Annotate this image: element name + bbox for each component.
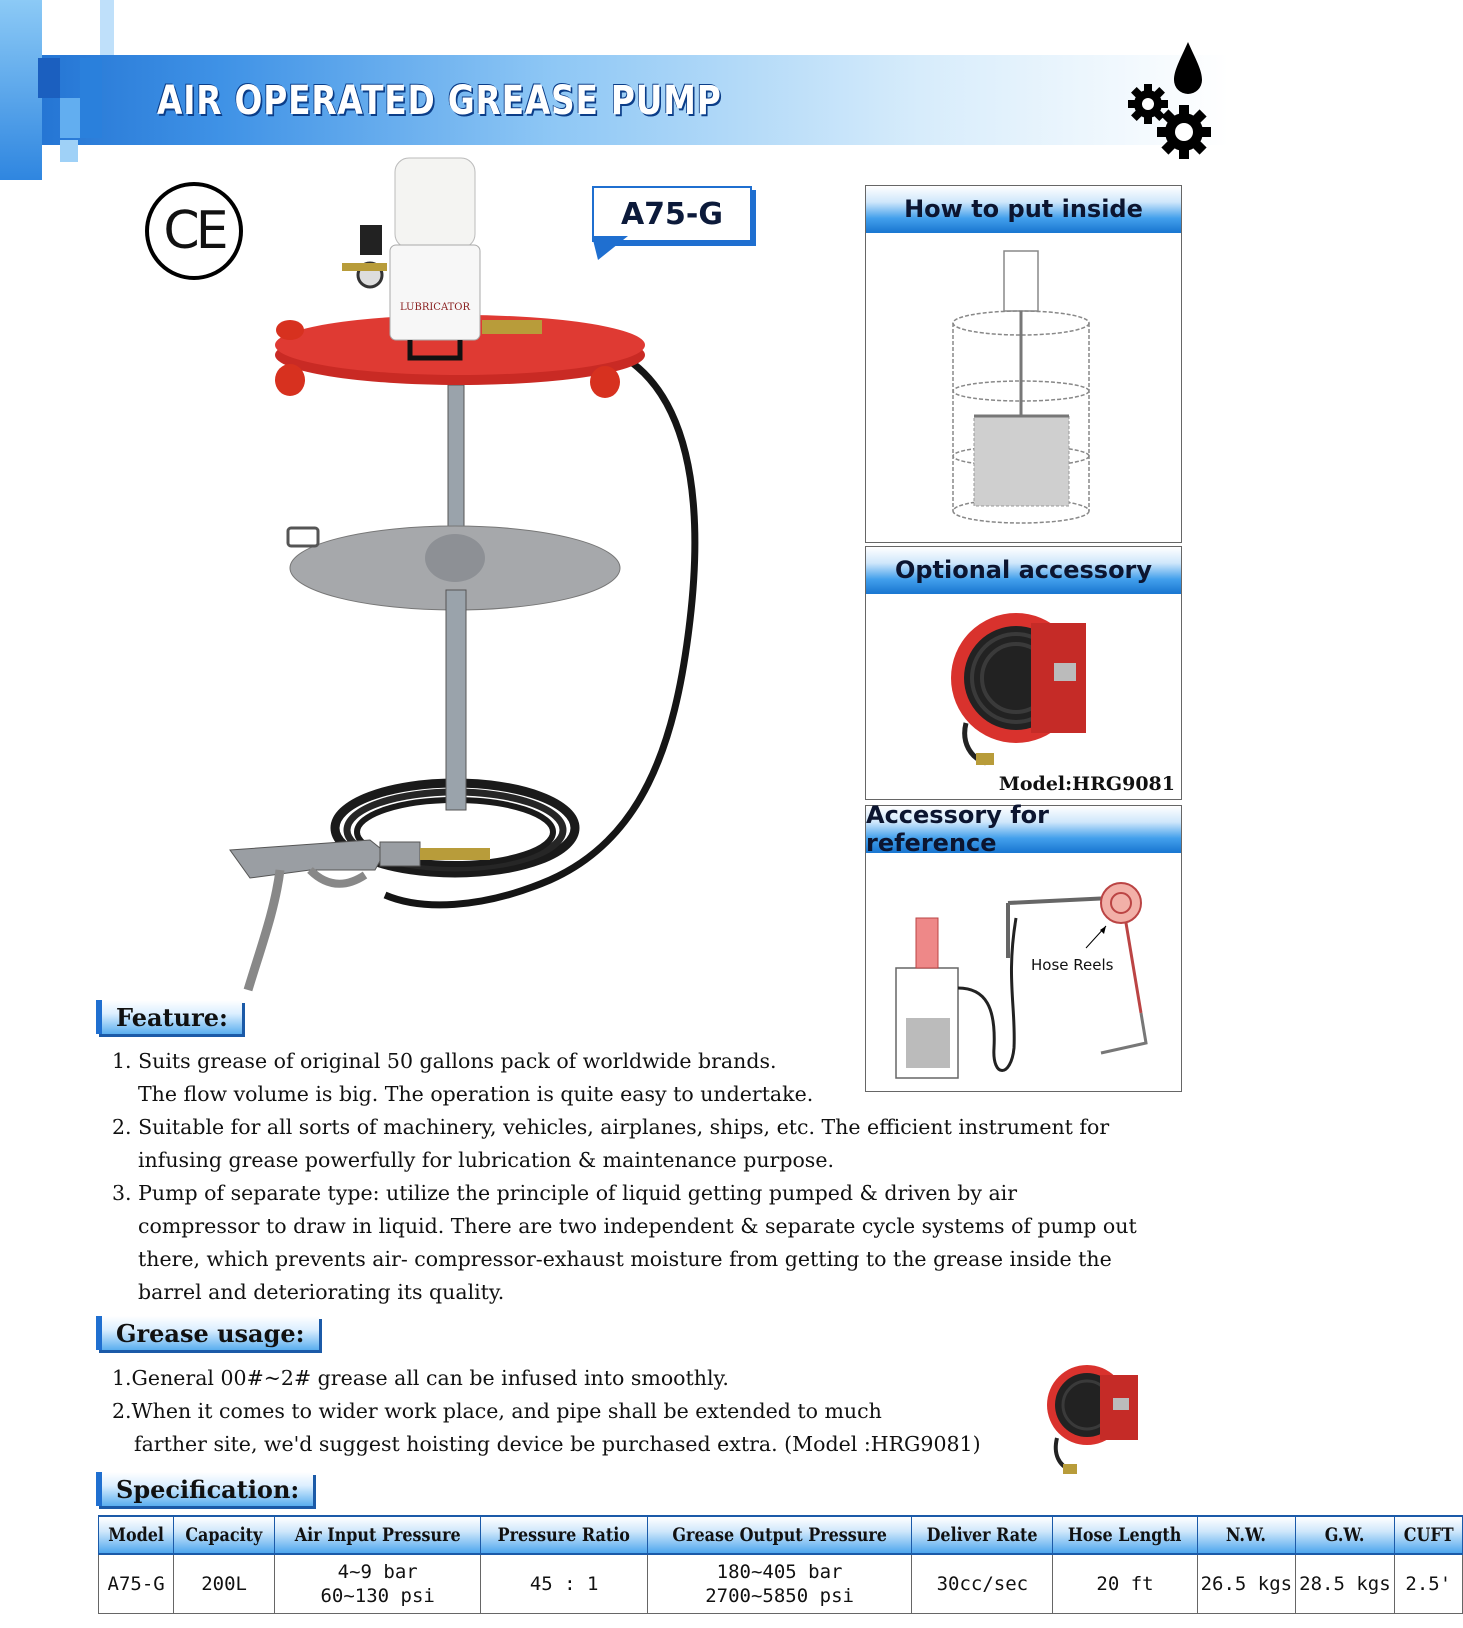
feature-line: there, which prevents air- compressor-exhaust moisture from getting to the grease inside the [138,1247,1112,1271]
col-pressure-ratio: Pressure Ratio [481,1516,648,1554]
cell-nw: 26.5 kgs [1197,1554,1296,1614]
cell-gw: 28.5 kgs [1296,1554,1395,1614]
cell-deliver: 30cc/sec [912,1554,1053,1614]
col-gw: G.W. [1296,1516,1395,1554]
header-decor-square [60,98,80,138]
feature-line: 2. Suitable for all sorts of machinery, vehicles, airplanes, ships, etc. The efficient instrument for [112,1115,1110,1139]
header-decor-square [100,0,114,55]
spec-header-row [99,1516,1463,1554]
col-deliver-rate: Deliver Rate [912,1516,1053,1554]
cell-ratio: 45 : 1 [481,1554,648,1614]
cell-air-input-bar: 4~9 bar [337,1561,418,1583]
feature-line: 3. Pump of separate type: utilize the principle of liquid getting pumped & driven by air [112,1181,1018,1205]
header-decor-square [80,58,102,138]
grease-usage-heading: Grease usage: [96,1316,319,1350]
feature-line: infusing grease powerfully for lubrication & maintenance purpose. [138,1148,834,1172]
specification-table [98,1515,1463,1614]
cell-air-input [274,1554,480,1614]
model-caption: Model:HRG9081 [998,773,1175,795]
header-decor-square [0,0,42,180]
panel-title: How to put inside [866,186,1181,233]
hose-reels-callout: Hose Reels [1031,956,1114,974]
page-title: AIR OPERATED GREASE PUMP [157,78,722,124]
header-decor-square [60,140,78,162]
feature-line: The flow volume is big. The operation is quite easy to undertake. [138,1082,814,1106]
col-air-input-pressure: Air Input Pressure [274,1516,480,1554]
hose-reel-small-image [1045,1350,1155,1485]
panel-optional-accessory [865,546,1182,800]
specification-heading: Specification: [96,1472,313,1506]
col-cuft: CUFT [1394,1516,1462,1554]
oil-gears-icon [1120,40,1220,165]
panel-how-to-put-inside [865,185,1182,543]
feature-list [112,1045,1212,1309]
cell-hose: 20 ft [1053,1554,1197,1614]
col-nw: N.W. [1197,1516,1296,1554]
usage-line: farther site, we'd suggest hoisting device be purchased extra. (Model :HRG9081) [134,1432,981,1456]
cell-capacity: 200L [174,1554,275,1614]
svg-text:LUBRICATOR: LUBRICATOR [399,302,471,313]
feature-line: barrel and deteriorating its quality. [138,1280,505,1304]
drum-diagram [946,241,1096,536]
cell-air-input-psi: 60~130 psi [320,1585,435,1607]
grease-pump-illustration [220,150,720,1050]
header-decor-square [38,58,60,98]
table-row [99,1554,1463,1614]
col-hose-length: Hose Length [1053,1516,1197,1554]
cell-model: A75-G [99,1554,174,1614]
usage-line: 1.General 00#~2# grease all can be infused into smoothly. [112,1366,729,1390]
model-tag: A75-G [592,186,752,242]
panel-title: Optional accessory [866,547,1181,594]
feature-line: compressor to draw in liquid. There are two independent & separate cycle systems of pump out [138,1214,1137,1238]
feature-line: 1. Suits grease of original 50 gallons pack of worldwide brands. [112,1049,777,1073]
panel-title: Accessory for reference [866,806,1181,853]
grease-usage-list [112,1362,1062,1461]
col-capacity: Capacity [174,1516,275,1554]
cell-cuft: 2.5' [1394,1554,1462,1614]
cell-output-psi: 2700~5850 psi [705,1585,854,1607]
feature-heading: Feature: [96,1000,242,1034]
usage-line: 2.When it comes to wider work place, and pipe shall be extended to much [112,1399,882,1423]
ce-mark-text: CE [163,201,225,261]
col-grease-output-pressure: Grease Output Pressure [647,1516,911,1554]
cell-output-bar: 180~405 bar [716,1561,843,1583]
hose-reel-image [946,603,1116,773]
cell-output [647,1554,911,1614]
col-model: Model [99,1516,174,1554]
